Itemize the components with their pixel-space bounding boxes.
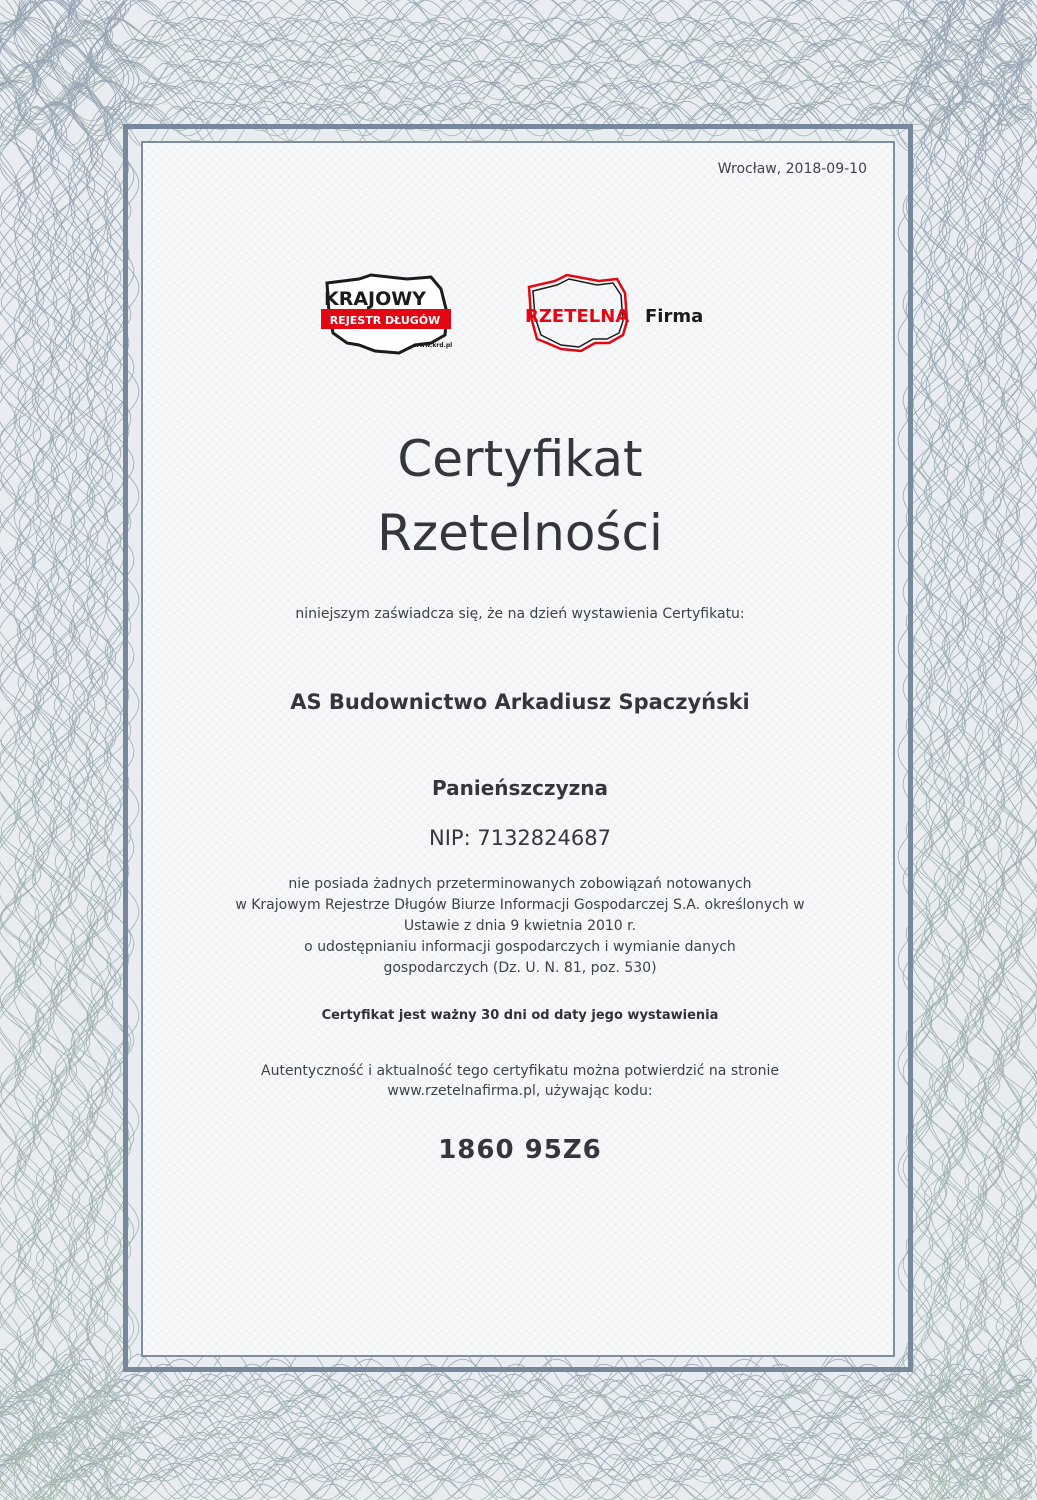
title-line-1: Certyfikat [397,430,643,488]
nip-number: NIP: 7132824687 [429,826,611,850]
statement-line: Ustawie z dnia 9 kwietnia 2010 r. [403,918,637,934]
verification-line: Autentyczność i aktualność tego certyfikatu można potwierdzić na stronie [261,1063,779,1079]
verification-code: 1860 95Z6 [438,1135,602,1165]
validity-note: Certyfikat jest ważny 30 dni od daty jego wystawienia [321,1008,719,1023]
statement-line: gospodarczych (Dz. U. N. 81, poz. 530) [383,960,657,976]
rzetelna-logo-word1: RZETELNA [525,306,630,327]
intro-text: niniejszym zaświadcza się, że na dzień wystawienia Certyfikatu: [295,606,745,622]
krd-logo-url: www.krd.pl [413,342,453,349]
statement-line: w Krajowym Rejestrze Długów Biurze Informacji Gospodarczej S.A. określonych w [235,897,805,913]
issue-date: Wrocław, 2018-09-10 [717,161,867,177]
company-city: Panieńszczyzna [432,776,608,800]
krd-logo [319,273,457,359]
statement-line: o udostępnianiu informacji gospodarczych i wymianie danych [304,939,736,955]
rzetelna-firma-logo [521,273,731,359]
krd-logo-line1: KRAJOWY [324,288,426,310]
verification-text [143,1061,897,1101]
company-name: AS Budownictwo Arkadiusz Spaczyński [290,690,750,714]
statement-line: nie posiada żadnych przeterminowanych zobowiązań notowanych [288,876,752,892]
rzetelna-logo-word2: Firma [645,306,704,327]
verification-line: www.rzetelnafirma.pl, używając kodu: [387,1083,653,1099]
certificate-paper [141,141,895,1357]
statement-text [143,874,897,979]
krd-logo-line2: REJESTR DŁUGÓW [329,314,441,327]
title-line-2: Rzetelności [377,504,663,562]
certificate-title [143,429,897,563]
